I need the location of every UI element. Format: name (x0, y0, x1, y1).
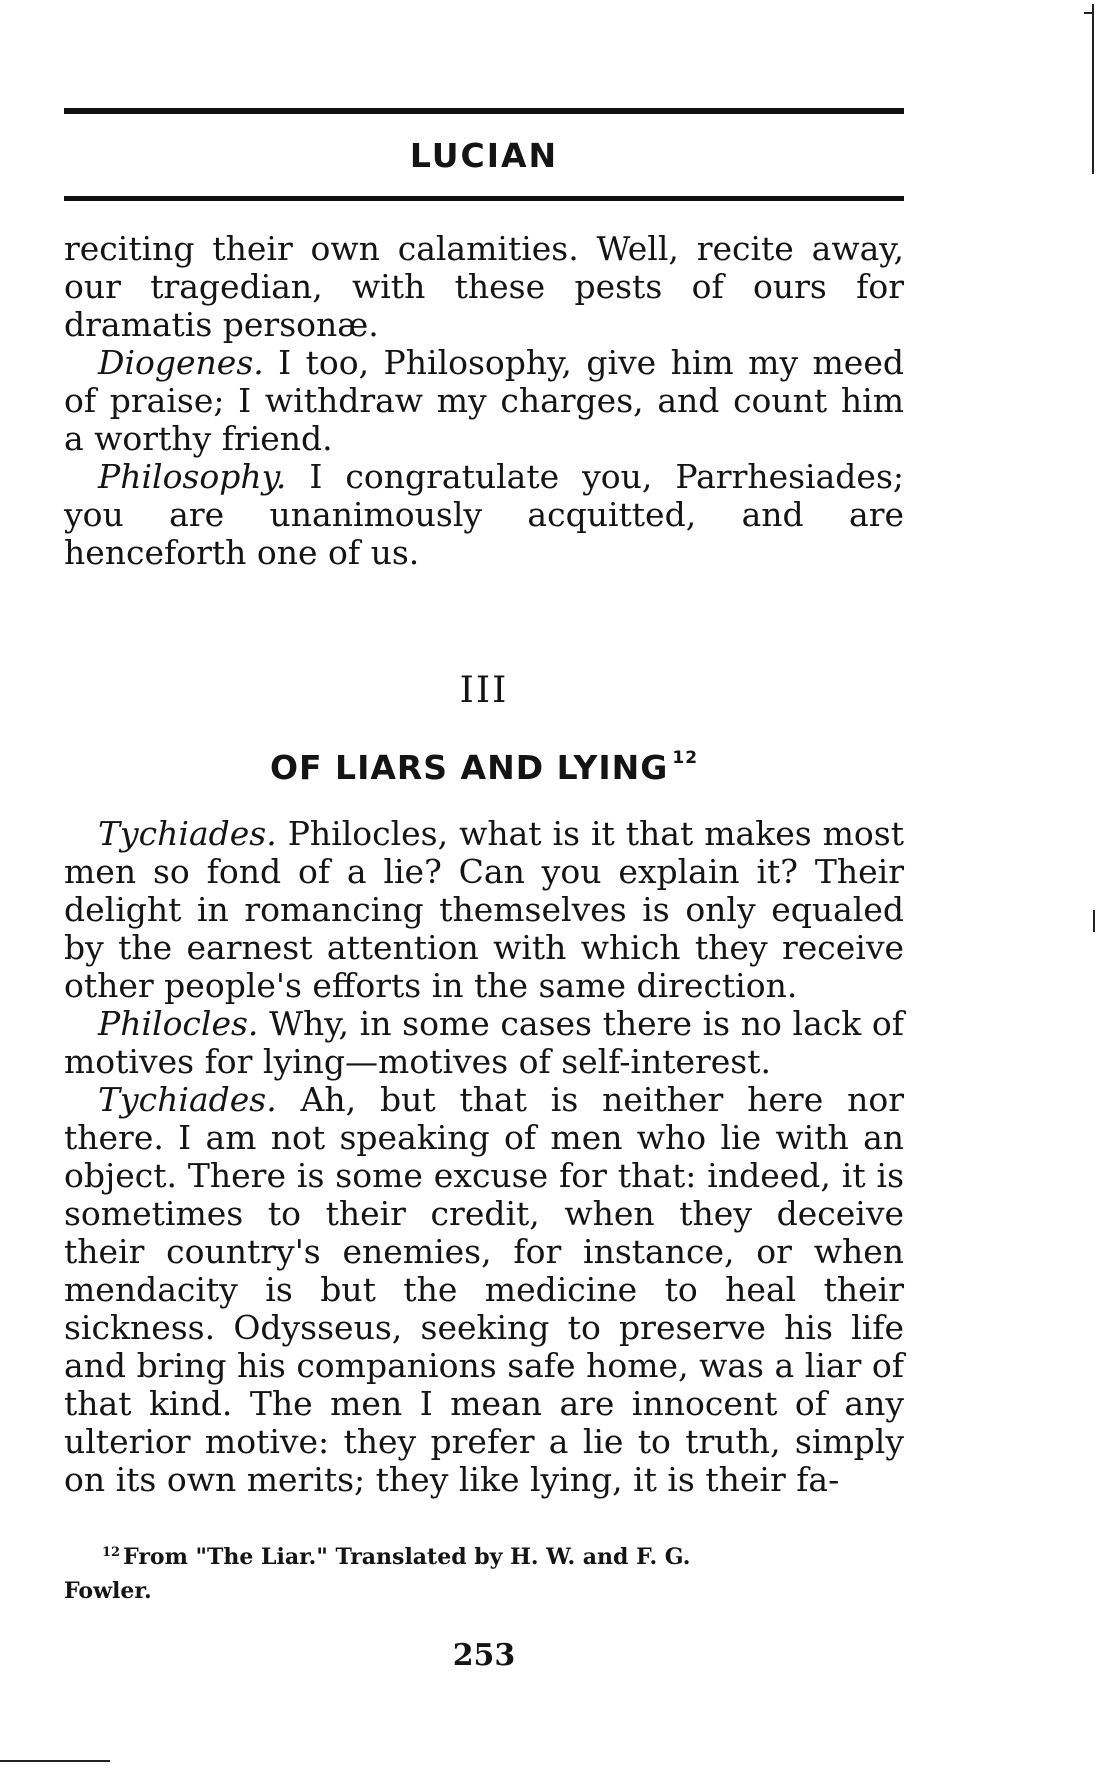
footnote-text: From "The Liar." Translated by H. W. and F. G. (123, 1544, 691, 1570)
paragraph-text: Why, in some cases there is no lack of motives for lying—motives of self-interest. (64, 1004, 904, 1081)
scan-edge-mark (1092, 4, 1094, 174)
scan-edge-mark (0, 1760, 110, 1762)
paragraph-text: Ah, but that is neither here nor there. I am not speaking of men who lie with an object. There is some excuse for that: indeed, it is sometimes to their credit, when they deceive their country's enemies, for instance, or when mendacity is but the medicine to heal their sickness. Odysseus, seeking to preserve his life and bring his companions safe home, was a liar of that kind. The men I mean are innocent of any ulterior motive: they prefer a lie to truth, simply on its own merits; they like lying, it is their fa- (64, 1080, 904, 1499)
book-page (64, 0, 924, 1778)
header-rule-top (64, 108, 904, 114)
paragraph-text: I too, Philosophy, give him my meed of praise; I withdraw my charges, and count him a worthy friend. (64, 343, 904, 458)
scan-edge-mark (1084, 12, 1092, 14)
scan-edge-mark (1093, 910, 1095, 932)
footnote-marker: 12 (102, 1545, 121, 1560)
speaker-name: Philocles. (98, 1004, 259, 1043)
speaker-name: Tychiades. (98, 1080, 277, 1119)
header-rule-bottom (64, 196, 904, 201)
paragraph (64, 1081, 904, 1499)
footnote-line (64, 1536, 904, 1574)
paragraph-text: reciting their own calamities. Well, recite away, our tragedian, with these pests of ours for dramatis personæ. (64, 229, 904, 344)
continued-text (64, 230, 904, 572)
paragraph (64, 1005, 904, 1081)
speaker-name: Diogenes. (98, 343, 264, 382)
paragraph (64, 815, 904, 1005)
paragraph-text: I congratulate you, Parrhesiades; you are unanimously acquitted, and are henceforth one of us. (64, 457, 904, 572)
running-head: LUCIAN (409, 136, 559, 175)
page-number: 253 (452, 1638, 516, 1673)
speaker-name: Philosophy. (98, 457, 287, 496)
paragraph-text: Philocles, what is it that makes most men so fond of a lie? Can you explain it? Their delight in romancing themselves is only equaled by the earnest attention with which they receive other people's efforts in the same direction. (64, 814, 904, 1005)
paragraph (64, 458, 904, 572)
section-title-text: OF LIARS AND LYING (269, 748, 669, 787)
footnote-text: Fowler. (64, 1578, 152, 1604)
section-text (64, 815, 904, 1499)
footnote-line (64, 1574, 904, 1608)
footnote (64, 1536, 904, 1608)
paragraph (64, 344, 904, 458)
speaker-name: Tychiades. (98, 814, 277, 853)
section-title (64, 748, 904, 787)
section-numeral: III (459, 670, 509, 711)
paragraph (64, 230, 904, 344)
footnote-reference: 12 (672, 748, 699, 768)
